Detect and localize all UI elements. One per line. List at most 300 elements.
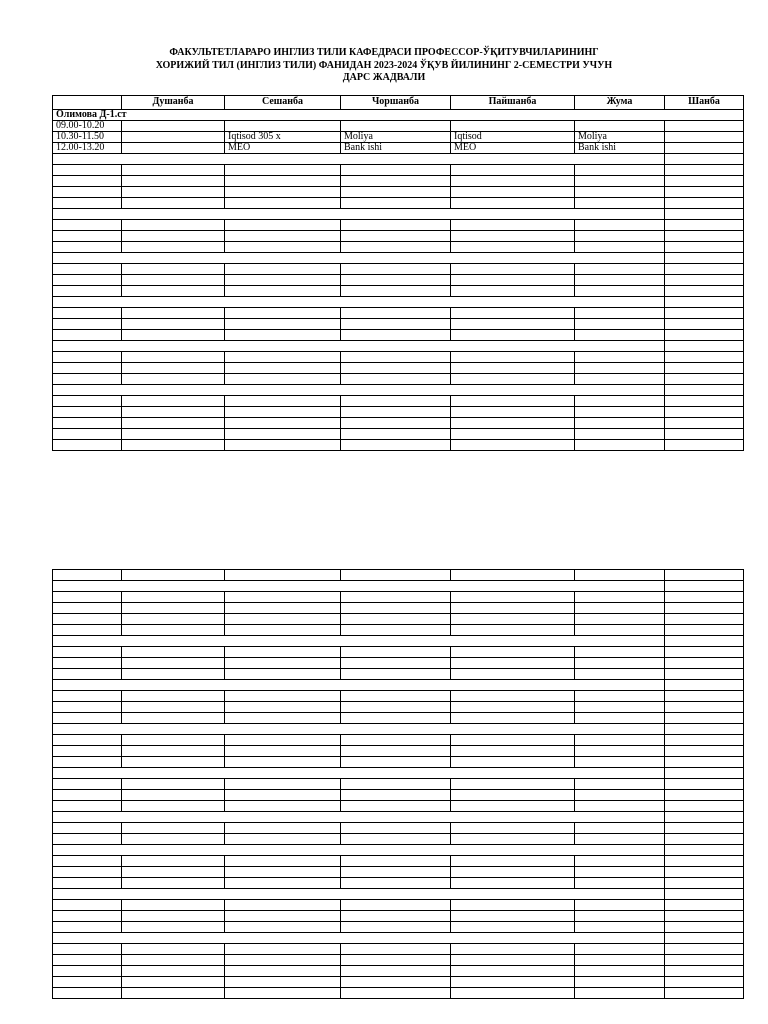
empty-cell (575, 418, 665, 429)
empty-cell (225, 440, 341, 451)
table-row (53, 713, 744, 724)
separator-row (53, 341, 744, 352)
empty-cell (225, 735, 341, 746)
empty-cell (53, 757, 122, 768)
empty-cell (225, 867, 341, 878)
empty-cell (53, 955, 122, 966)
empty-cell (53, 713, 122, 724)
empty-cell (122, 911, 225, 922)
empty-cell (451, 790, 575, 801)
empty-cell (53, 856, 122, 867)
empty-cell (665, 625, 744, 636)
empty-cell (451, 231, 575, 242)
empty-cell (225, 702, 341, 713)
empty-cell (122, 691, 225, 702)
empty-cell (225, 374, 341, 385)
empty-cell (122, 418, 225, 429)
empty-cell (575, 867, 665, 878)
table-row (53, 966, 744, 977)
empty-cell (665, 154, 744, 165)
empty-cell (225, 790, 341, 801)
empty-cell (122, 867, 225, 878)
empty-cell (225, 988, 341, 999)
empty-cell (575, 625, 665, 636)
empty-cell (451, 900, 575, 911)
day-header: Сешанба (225, 96, 341, 110)
empty-cell (575, 944, 665, 955)
empty-cell (225, 944, 341, 955)
table-row (53, 440, 744, 451)
separator-row (53, 154, 744, 165)
empty-cell (225, 242, 341, 253)
empty-cell (53, 878, 122, 889)
table-row (53, 900, 744, 911)
empty-cell (122, 900, 225, 911)
empty-cell (225, 669, 341, 680)
empty-cell (665, 933, 744, 944)
table-row (53, 429, 744, 440)
empty-cell (122, 231, 225, 242)
empty-cell (225, 977, 341, 988)
title-line-2: ХОРИЖИЙ ТИЛ (ИНГЛИЗ ТИЛИ) ФАНИДАН 2023-2024 ЎҚУВ ЙИЛИНИНГ 2-СЕМЕСТРИ УЧУН (155, 59, 613, 71)
empty-cell (665, 220, 744, 231)
empty-cell (575, 801, 665, 812)
day-header: Чоршанба (341, 96, 451, 110)
empty-cell (451, 856, 575, 867)
table-row (53, 592, 744, 603)
separator-cell (53, 209, 665, 220)
empty-cell (665, 286, 744, 297)
empty-cell (451, 440, 575, 451)
schedule-table-continued (52, 569, 744, 999)
empty-cell (665, 275, 744, 286)
empty-cell (575, 614, 665, 625)
empty-cell (451, 220, 575, 231)
empty-cell (122, 330, 225, 341)
empty-cell (53, 275, 122, 286)
empty-cell (225, 779, 341, 790)
empty-cell (575, 757, 665, 768)
empty-cell (341, 275, 451, 286)
empty-cell (53, 658, 122, 669)
empty-cell (225, 165, 341, 176)
empty-cell (451, 308, 575, 319)
empty-cell (575, 834, 665, 845)
empty-cell (665, 374, 744, 385)
empty-cell (122, 658, 225, 669)
empty-cell (53, 165, 122, 176)
lesson-cell (225, 121, 341, 132)
empty-cell (665, 385, 744, 396)
separator-cell (53, 341, 665, 352)
empty-cell (225, 570, 341, 581)
empty-cell (122, 790, 225, 801)
empty-cell (53, 242, 122, 253)
lesson-cell (575, 121, 665, 132)
empty-cell (451, 757, 575, 768)
empty-cell (451, 944, 575, 955)
empty-cell (665, 713, 744, 724)
empty-cell (122, 878, 225, 889)
empty-cell (122, 801, 225, 812)
empty-cell (575, 922, 665, 933)
empty-cell (341, 801, 451, 812)
empty-cell (122, 176, 225, 187)
empty-cell (665, 911, 744, 922)
empty-cell (451, 801, 575, 812)
empty-cell (122, 319, 225, 330)
empty-cell (53, 702, 122, 713)
empty-cell (53, 735, 122, 746)
empty-cell (451, 955, 575, 966)
empty-cell (225, 625, 341, 636)
empty-cell (575, 374, 665, 385)
separator-cell (53, 636, 665, 647)
empty-cell (665, 944, 744, 955)
empty-cell (225, 757, 341, 768)
lesson-cell: MEO (451, 143, 575, 154)
empty-cell (341, 823, 451, 834)
empty-cell (53, 429, 122, 440)
empty-cell (665, 418, 744, 429)
empty-cell (341, 264, 451, 275)
empty-cell (341, 165, 451, 176)
empty-cell (53, 625, 122, 636)
empty-cell (451, 187, 575, 198)
empty-cell (341, 396, 451, 407)
table-row (53, 176, 744, 187)
empty-cell (122, 352, 225, 363)
table-row (53, 352, 744, 363)
empty-cell (451, 911, 575, 922)
empty-cell (341, 592, 451, 603)
lesson-cell (665, 121, 744, 132)
empty-cell (225, 911, 341, 922)
empty-cell (341, 418, 451, 429)
separator-cell (53, 154, 665, 165)
empty-cell (225, 286, 341, 297)
empty-cell (665, 746, 744, 757)
table-row (53, 330, 744, 341)
empty-cell (341, 363, 451, 374)
empty-cell (341, 330, 451, 341)
empty-cell (53, 691, 122, 702)
table-row (53, 121, 744, 132)
empty-cell (575, 176, 665, 187)
empty-cell (575, 691, 665, 702)
empty-cell (53, 319, 122, 330)
separator-cell (53, 845, 665, 856)
lesson-cell (665, 143, 744, 154)
empty-cell (451, 966, 575, 977)
empty-cell (665, 440, 744, 451)
empty-cell (451, 165, 575, 176)
empty-cell (53, 801, 122, 812)
empty-cell (665, 187, 744, 198)
empty-cell (53, 220, 122, 231)
table-row (53, 625, 744, 636)
empty-cell (53, 407, 122, 418)
empty-cell (451, 396, 575, 407)
table-row (53, 374, 744, 385)
empty-cell (53, 308, 122, 319)
empty-cell (451, 977, 575, 988)
empty-cell (122, 647, 225, 658)
empty-cell (575, 779, 665, 790)
empty-cell (225, 352, 341, 363)
lesson-cell: Moliya (341, 132, 451, 143)
empty-cell (53, 911, 122, 922)
empty-cell (575, 187, 665, 198)
empty-cell (122, 977, 225, 988)
separator-row (53, 385, 744, 396)
empty-cell (341, 176, 451, 187)
time-cell: 10.30-11.50 (53, 132, 122, 143)
lesson-cell: Moliya (575, 132, 665, 143)
empty-cell (122, 966, 225, 977)
separator-row (53, 812, 744, 823)
empty-cell (665, 823, 744, 834)
empty-cell (575, 396, 665, 407)
empty-cell (451, 363, 575, 374)
empty-cell (665, 801, 744, 812)
empty-cell (225, 187, 341, 198)
empty-cell (451, 878, 575, 889)
empty-cell (122, 988, 225, 999)
empty-cell (122, 944, 225, 955)
table-row (53, 319, 744, 330)
empty-cell (341, 440, 451, 451)
empty-cell (341, 242, 451, 253)
empty-cell (575, 319, 665, 330)
time-header (53, 96, 122, 110)
table-row (53, 779, 744, 790)
empty-cell (122, 374, 225, 385)
title-line-1: ФАКУЛЬТЕТЛАРАРО ИНГЛИЗ ТИЛИ КАФЕДРАСИ ПРОФЕССОР-ЎҚИТУВЧИЛАРИНИНГ (169, 47, 599, 58)
empty-cell (575, 911, 665, 922)
empty-cell (341, 658, 451, 669)
empty-cell (575, 669, 665, 680)
empty-cell (451, 702, 575, 713)
empty-cell (225, 264, 341, 275)
document-title (0, 47, 768, 85)
empty-cell (341, 603, 451, 614)
empty-cell (665, 308, 744, 319)
table-row (53, 242, 744, 253)
empty-cell (122, 779, 225, 790)
empty-cell (575, 603, 665, 614)
title-line-3: ДАРС ЖАДВАЛИ (342, 72, 426, 83)
empty-cell (225, 922, 341, 933)
empty-cell (665, 845, 744, 856)
schedule-table (52, 95, 744, 451)
empty-cell (341, 878, 451, 889)
empty-cell (575, 264, 665, 275)
empty-cell (575, 658, 665, 669)
empty-cell (341, 900, 451, 911)
empty-cell (575, 440, 665, 451)
empty-cell (53, 570, 122, 581)
table-row (53, 396, 744, 407)
separator-row (53, 297, 744, 308)
empty-cell (341, 691, 451, 702)
empty-cell (341, 669, 451, 680)
empty-cell (341, 779, 451, 790)
empty-cell (451, 746, 575, 757)
empty-cell (575, 592, 665, 603)
empty-cell (53, 900, 122, 911)
lesson-cell: Bank ishi (341, 143, 451, 154)
table-row (53, 691, 744, 702)
empty-cell (575, 966, 665, 977)
empty-cell (122, 407, 225, 418)
empty-cell (451, 647, 575, 658)
table-row (53, 165, 744, 176)
empty-cell (225, 691, 341, 702)
empty-cell (451, 691, 575, 702)
empty-cell (53, 440, 122, 451)
empty-cell (575, 955, 665, 966)
empty-cell (575, 900, 665, 911)
empty-cell (53, 374, 122, 385)
separator-cell (53, 385, 665, 396)
empty-cell (451, 603, 575, 614)
empty-cell (341, 856, 451, 867)
empty-cell (665, 757, 744, 768)
empty-cell (122, 614, 225, 625)
table-row (53, 407, 744, 418)
empty-cell (341, 790, 451, 801)
empty-cell (122, 592, 225, 603)
empty-cell (53, 363, 122, 374)
empty-cell (665, 253, 744, 264)
empty-cell (53, 922, 122, 933)
teacher-name: Олимова Д-1.ст (53, 110, 744, 121)
empty-cell (53, 176, 122, 187)
empty-cell (122, 187, 225, 198)
empty-cell (575, 330, 665, 341)
empty-cell (53, 286, 122, 297)
separator-cell (53, 724, 665, 735)
empty-cell (575, 220, 665, 231)
empty-cell (122, 702, 225, 713)
empty-cell (665, 834, 744, 845)
lesson-cell: Bank ishi (575, 143, 665, 154)
empty-cell (225, 308, 341, 319)
lesson-cell (665, 132, 744, 143)
empty-cell (225, 198, 341, 209)
empty-cell (341, 713, 451, 724)
day-header: Шанба (665, 96, 744, 110)
table-row (53, 603, 744, 614)
empty-cell (341, 319, 451, 330)
empty-cell (122, 198, 225, 209)
empty-cell (341, 757, 451, 768)
empty-cell (451, 713, 575, 724)
table-row (53, 308, 744, 319)
separator-cell (53, 889, 665, 900)
empty-cell (53, 823, 122, 834)
empty-cell (665, 867, 744, 878)
separator-row (53, 933, 744, 944)
empty-cell (341, 834, 451, 845)
empty-cell (451, 352, 575, 363)
empty-cell (665, 658, 744, 669)
table-row (53, 286, 744, 297)
separator-row (53, 253, 744, 264)
empty-cell (451, 834, 575, 845)
empty-cell (225, 407, 341, 418)
lesson-cell: MEO (225, 143, 341, 154)
empty-cell (122, 286, 225, 297)
table-row (53, 955, 744, 966)
empty-cell (575, 790, 665, 801)
empty-cell (122, 625, 225, 636)
empty-cell (225, 823, 341, 834)
empty-cell (665, 735, 744, 746)
empty-cell (665, 341, 744, 352)
separator-row (53, 889, 744, 900)
empty-cell (122, 363, 225, 374)
empty-cell (122, 264, 225, 275)
table-row (53, 363, 744, 374)
empty-cell (225, 955, 341, 966)
day-header: Жума (575, 96, 665, 110)
empty-cell (225, 429, 341, 440)
empty-cell (665, 264, 744, 275)
table-row (53, 669, 744, 680)
empty-cell (451, 614, 575, 625)
empty-cell (341, 570, 451, 581)
empty-cell (665, 768, 744, 779)
table-row (53, 570, 744, 581)
empty-cell (341, 911, 451, 922)
empty-cell (53, 988, 122, 999)
empty-cell (341, 966, 451, 977)
empty-cell (451, 286, 575, 297)
empty-cell (341, 702, 451, 713)
empty-cell (665, 856, 744, 867)
empty-cell (225, 603, 341, 614)
empty-cell (575, 977, 665, 988)
header-row (53, 96, 744, 110)
empty-cell (665, 165, 744, 176)
empty-cell (225, 878, 341, 889)
empty-cell (451, 407, 575, 418)
empty-cell (122, 603, 225, 614)
empty-cell (575, 231, 665, 242)
empty-cell (575, 713, 665, 724)
empty-cell (225, 592, 341, 603)
empty-cell (665, 878, 744, 889)
empty-cell (122, 922, 225, 933)
separator-row (53, 724, 744, 735)
empty-cell (451, 867, 575, 878)
empty-cell (665, 790, 744, 801)
empty-cell (122, 757, 225, 768)
empty-cell (122, 834, 225, 845)
empty-cell (122, 823, 225, 834)
empty-cell (665, 297, 744, 308)
empty-cell (451, 275, 575, 286)
empty-cell (122, 275, 225, 286)
separator-row (53, 680, 744, 691)
empty-cell (665, 614, 744, 625)
empty-cell (575, 856, 665, 867)
empty-cell (122, 220, 225, 231)
teacher-row (53, 110, 744, 121)
empty-cell (575, 363, 665, 374)
